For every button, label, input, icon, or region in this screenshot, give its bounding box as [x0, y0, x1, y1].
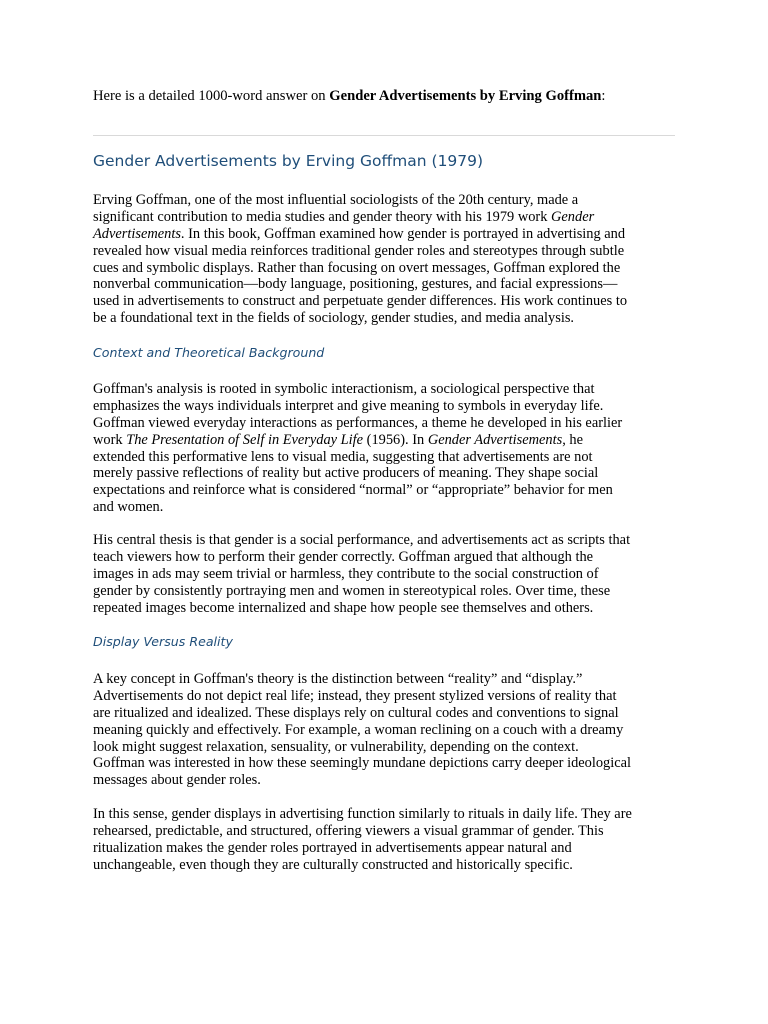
text-line: nonverbal communication—body language, positioning, gestures, and facial expressions—: [93, 276, 618, 293]
text-line: used in advertisements to construct and perpetuate gender differences. His work continues to: [93, 293, 628, 310]
text-line: expectations and reinforce what is considered “normal” or “appropriate” behavior for men: [93, 482, 613, 499]
intro-bold-topic: Gender Advertisements by Erving Goffman: [329, 88, 602, 104]
text-line: merely passive reflections of reality but active producers of meaning. They shape social: [93, 465, 599, 482]
text-line: His central thesis is that gender is a social performance, and advertisements act as scripts that: [93, 532, 631, 548]
section-heading-context: Context and Theoretical Background: [93, 345, 325, 360]
paragraph-introduction: [93, 192, 675, 327]
intro-suffix: :: [601, 88, 606, 104]
text-line: are ritualized and idealized. These displays rely on cultural codes and conventions to signal: [93, 704, 619, 721]
text-line: Goffman viewed everyday interactions as performances, a theme he developed in his earlier: [93, 414, 623, 431]
intro-prefix: Here is a detailed 1000-word answer on: [93, 88, 330, 104]
text-line: emphasizes the ways individuals interpret and give meaning to symbols in everyday life.: [93, 397, 604, 414]
text-line: look might suggest relaxation, sensuality, or vulnerability, depending on the context.: [93, 738, 579, 755]
text-line: teach viewers how to perform their gender correctly. Goffman argued that although the: [93, 548, 594, 565]
text-line: work The Presentation of Self in Everyday Life (1956). In Gender Advertisements, he: [93, 431, 584, 448]
paragraph-context: [93, 381, 675, 516]
text-line: images in ads may seem trivial or harmless, they contribute to the social construction of: [93, 565, 599, 582]
text-line: cues and symbolic displays. Rather than focusing on overt messages, Goffman explored the: [93, 259, 621, 276]
text-line: Erving Goffman, one of the most influential sociologists of the 20th century, made a: [93, 192, 579, 208]
text-line: messages about gender roles.: [93, 772, 261, 789]
paragraph-ritualization: [93, 806, 675, 874]
text-line: unchangeable, even though they are culturally constructed and historically specific.: [93, 856, 573, 873]
text-line: rehearsed, predictable, and structured, offering viewers a visual grammar of gender. This: [93, 822, 604, 839]
text-line: repeated images become internalized and shape how people see themselves and others.: [93, 599, 594, 616]
paragraph-central-thesis: [93, 532, 675, 616]
text-line: meaning quickly and effectively. For example, a woman reclining on a couch with a dreamy: [93, 721, 624, 738]
text-line: In this sense, gender displays in advertising function similarly to rituals in daily life. They are: [93, 806, 632, 822]
text-line: ritualization makes the gender roles portrayed in advertisements appear natural and: [93, 839, 572, 856]
text-line: be a foundational text in the fields of sociology, gender studies, and media analysis.: [93, 310, 575, 327]
text-line: Advertisements. In this book, Goffman examined how gender is portrayed in advertising and: [93, 225, 626, 242]
text-line: Goffman was interested in how these seemingly mundane depictions carry deeper ideological: [93, 755, 632, 772]
text-line: gender by consistently portraying men and women in stereotypical roles. Over time, these: [93, 582, 611, 599]
text-line: Advertisements do not depict real life; instead, they present stylized versions of reality that: [93, 687, 617, 704]
document-title: Gender Advertisements by Erving Goffman (1979): [93, 152, 484, 170]
text-line: and women.: [93, 499, 164, 516]
horizontal-divider: [93, 135, 675, 136]
text-line: extended this performative lens to visual media, suggesting that advertisements are not: [93, 448, 593, 465]
text-line: Goffman's analysis is rooted in symbolic interactionism, a sociological perspective that: [93, 381, 595, 397]
text-line: significant contribution to media studies and gender theory with his 1979 work Gender: [93, 208, 595, 225]
section-heading-display: Display Versus Reality: [93, 634, 233, 649]
text-line: revealed how visual media reinforces traditional gender roles and stereotypes through subtle: [93, 242, 625, 259]
text-line: A key concept in Goffman's theory is the distinction between “reality” and “display.”: [93, 671, 583, 687]
intro-line: [93, 87, 675, 106]
paragraph-display-reality: [93, 671, 675, 789]
